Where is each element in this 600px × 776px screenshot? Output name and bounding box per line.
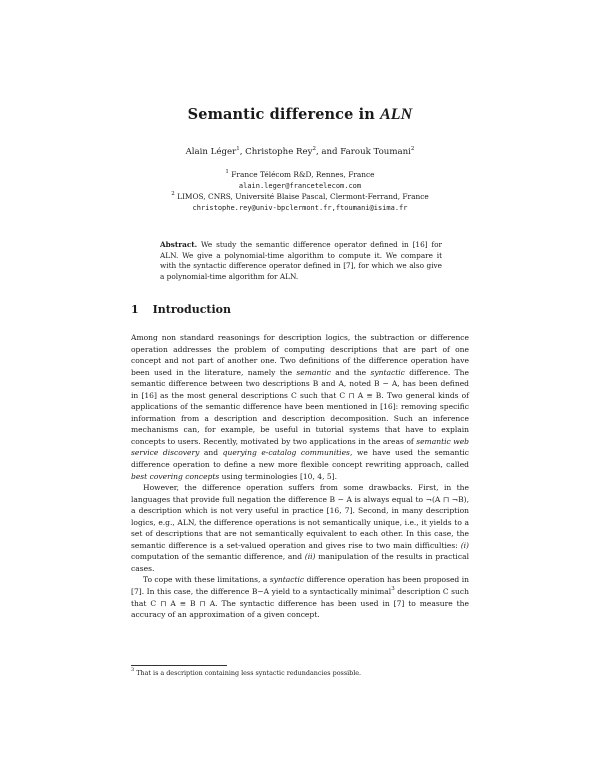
author-2: Christophe Rey [245,147,313,157]
abstract-label: Abstract. [160,240,198,249]
p1-emph-1: semantic [296,367,331,377]
footnote-mark: 3 [131,667,135,673]
p1-emph-4: querying e-catalog communities [222,448,350,458]
p1-emph-2: syntactic [370,367,405,377]
p1-emph-3: semantic web service discovery [131,436,470,458]
affiliation-2-mark: 2 [171,191,175,197]
paragraph-2 [131,482,469,574]
p1-text-3: difference. The semantic difference between two descriptions B and A, noted B − A, has been defined in [16] as the most general descriptions C such that C ⊓ A ≡ B. Two general kinds of applications of the semantic difference have been mentioned in [16]: removing specific information from a description and description decomposition. Such an inference mechanisms can, for example, be useful in tutorial systems that have to explain concepts to users. Recently, motivated by two applications in the areas of [131,367,469,446]
author-3-mark: 2 [410,146,415,152]
p2-text-1: However, the difference operation suffers from some drawbacks. First, in the languages that provide full negation the difference B − A is always equal to ¬(A ⊓ ¬B), a description which is not very useful in practice [16, 7]. Second, in many description logics, e.g., ALN, the difference operations is not semantically unique, i.e., it yields to a set of descriptions that are not semantically equivalent to each other. In this case, the semantic difference is a set-valued operation and gives rise to two main difficulties: [131,483,469,550]
p1-emph-5: best covering concepts [131,471,220,481]
paper-title-logic: ALN [380,106,413,123]
p3-text-1: To cope with these limitations, a [143,575,270,585]
abstract [160,240,442,282]
footnote-ref[interactable]: 3 [391,586,395,593]
section-number: 1 [131,303,139,316]
author-1-mark: 1 [236,146,240,152]
affiliation-1-org: France Télécom R&D, Rennes, France [231,170,375,179]
section-title: Introduction [152,303,231,316]
affiliation-1-email-line [0,181,600,190]
p1-text-2: and the [330,367,371,377]
paper-title [0,106,600,124]
abstract-text: We study the semantic difference operator defined in [16] for ALN. We give a polynomial-time algorithm to compute it. We compare it with the syntactic difference operator defined in [7], for which we also give a polynomial-time algorithm for ALN. [160,240,442,281]
affiliation-1-mark: 1 [225,169,229,175]
affiliation-1 [0,170,600,179]
author-sep-2: , and [315,147,341,157]
affiliation-2 [0,192,600,201]
footnote-divider [131,665,227,666]
author-2-mark: 2 [312,146,316,152]
paragraph-3 [131,574,469,620]
p1-text-6: using terminologies [10, 4, 5]. [219,471,338,481]
paragraph-1 [131,332,469,482]
p1-text-1: Among non standard reasonings for description logics, the subtraction or difference operation addresses the problem of computing descriptions that are part of one concept and not part of another one. Two definitions of the difference operation have been used in the literature, namely the [131,333,469,377]
p2-emph-2: (ii) [304,552,316,562]
p1-text-4: and [199,448,223,458]
affiliation-2-org: LIMOS, CNRS, Université Blaise Pascal, Clermont-Ferrand, France [177,192,429,201]
affiliation-1-email[interactable]: alain.leger@francetelecom.com [238,182,362,190]
author-3: Farouk Toumani [340,147,411,157]
p2-emph-1: (i) [460,540,469,550]
footnote [131,669,469,677]
p3-emph-1: syntactic [269,575,305,585]
affiliation-2-email[interactable]: christophe.rey@univ-bpclermont.fr,ftoumani@isima.fr [192,204,408,212]
section-heading [131,303,231,316]
p1-text-5: , we have used the semantic difference operation to define a new more flexible concept rewriting approach, called [131,448,469,470]
p3-text-3: description C such that C ⊓ A ≡ B ⊓ A. The syntactic difference has been used in [7] to measure the accuracy of an approximation of a given concept. [131,587,469,620]
author-1: Alain Léger [185,147,237,157]
paper-title-text: Semantic difference in [187,106,375,123]
author-sep-1: , [239,147,246,157]
author-list [0,147,600,157]
footnote-text: That is a description containing less syntactic redundancies possible. [136,669,362,677]
p2-text-2: computation of the semantic difference, and [131,552,305,562]
p2-text-3: manipulation of the results in practical cases. [131,552,469,573]
affiliation-2-email-line [0,203,600,212]
body-text [131,332,469,621]
p3-text-2: difference operation has been proposed in [7]. In this case, the difference B−A yield to a syntactically minimal [131,575,469,597]
